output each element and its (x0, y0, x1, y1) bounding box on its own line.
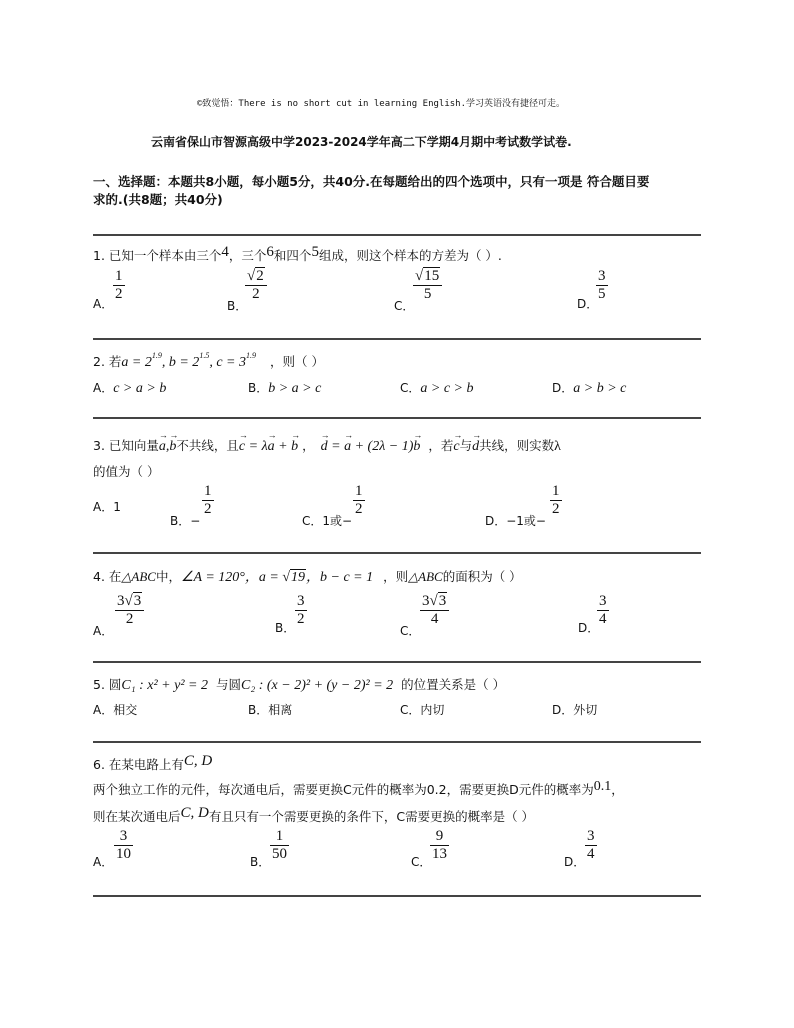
q6-a-num: 3 (119, 828, 128, 844)
q3-option-b-fraction (202, 483, 214, 518)
divider (93, 895, 701, 897)
q3-stem-part: 3. 已知向量 (93, 438, 159, 453)
question-3-stem: 3. 已知向量→ a,→ b不共线，且→ c = λ→ a + → b ，→ d = → a + (2λ − 1)→ b ，若→ c与→ d共线，则实数λ (93, 436, 561, 455)
q6-d-num: 3 (587, 828, 595, 844)
q6-cd: C, D (183, 753, 213, 769)
q6-b-den: 50 (272, 846, 287, 862)
section-heading-line1: 一、选择题：本题共8小题，每小题5分，共40分.在每题给出的四个选项中，只有一项是 符合题目要 (93, 174, 650, 189)
section-heading-line2: 求的.(共8题；共40分) (93, 192, 223, 207)
q2-a-label: A． (93, 381, 114, 395)
q1-b-den: 2 (245, 285, 267, 303)
q5-stem-part: 与圆 (216, 677, 242, 692)
question-2-stem: 2. 若$a = 2^{1.9}$, $b = 2^{1.5}$, $c = 3^{1.9}$ ，则（ ） (93, 351, 324, 370)
q1-b-rad: 2 (256, 268, 264, 284)
q1-option-a-label[interactable]: A． (93, 297, 114, 311)
q6-option-b-label[interactable]: B． (250, 855, 271, 869)
q2-b-label: B． (248, 381, 269, 395)
q4-a-den: 2 (115, 610, 144, 628)
q4-c-rad: 3 (438, 593, 447, 609)
q4-c-coef: 3 (422, 593, 430, 609)
q1-stem-part: 组成，则这个样本的方差为（ ）. (318, 248, 502, 263)
q3-option-a[interactable]: A．1 (93, 500, 121, 514)
q4-a-value: 19 (291, 570, 306, 585)
q2-b-exp: 1.5 (199, 351, 210, 360)
q6-stem-part: ， (611, 782, 624, 797)
q1-a-num: 1 (115, 268, 123, 284)
q2-c-text: a > c > b (420, 381, 474, 396)
q4-a-coef: 3 (117, 593, 125, 609)
q3-b-den: 2 (204, 501, 212, 517)
q5-stem-part: 的位置关系是（ ） (401, 677, 506, 692)
divider (93, 417, 701, 419)
q6-option-c-fraction (430, 828, 449, 863)
q6-stem-line2 (93, 779, 624, 798)
q3-option-d-label[interactable]: D．−1或− (485, 514, 546, 528)
q4-option-c-label[interactable]: C． (400, 624, 421, 638)
q6-c-den: 13 (432, 846, 447, 862)
q3-stem-line2: 的值为（ ） (93, 464, 160, 479)
q6-stem-part: 6. 在某电路上有 (93, 757, 184, 772)
q2-a-text: c > a > b (113, 381, 167, 396)
q4-triangle: △ABC (408, 569, 443, 584)
q3-option-c-label[interactable]: C．1或− (302, 514, 353, 528)
q6-option-d-label[interactable]: D． (564, 855, 586, 869)
q5-option-d[interactable]: D．外切 (552, 703, 598, 717)
q1-num-5: 5 (311, 244, 319, 260)
q2-c-exp: 1.9 (245, 351, 256, 360)
q6-option-d-fraction (585, 828, 597, 863)
divider (93, 552, 701, 554)
q2-c-label: C． (400, 381, 421, 395)
q3-option-b-label[interactable]: B．− (170, 514, 201, 528)
q1-option-d-label[interactable]: D． (577, 297, 599, 311)
q4-bc: ，b − c = 1 (306, 570, 374, 585)
question-1-stem (93, 244, 502, 264)
q3-lambda: λ (554, 439, 561, 454)
q4-stem-part: 中， (155, 569, 181, 584)
q6-option-c-label[interactable]: C． (411, 855, 432, 869)
q4-option-b-fraction (295, 593, 307, 628)
q4-stem-part: 4. 在 (93, 569, 122, 584)
q4-option-d-label[interactable]: D． (578, 621, 600, 635)
q5-circle-2: C₂ : (x − 2)² + (y − 2)² = 2 (241, 678, 394, 693)
q1-option-a-fraction (113, 268, 125, 303)
q6-a-den: 10 (116, 846, 131, 862)
q2-option-c[interactable] (400, 379, 474, 397)
q6-option-a-fraction (114, 828, 133, 863)
q3-stem-part: 与 (459, 438, 473, 453)
q2-d-text: a > b > c (573, 381, 627, 396)
q6-cd: C, D (180, 805, 209, 821)
q1-stem-part: 1. 已知一个样本由三个 (93, 248, 222, 263)
q4-option-c-fraction: $\frac{3√3}{4}$ (420, 593, 449, 628)
q3-stem-part: 不共线，且 (176, 438, 239, 453)
q2-a-exp: 1.9 (151, 351, 162, 360)
q3-stem-part: ，若 (428, 438, 454, 453)
q1-stem-part: ，三个 (228, 248, 267, 263)
divider (93, 661, 701, 663)
q3-b-num: 1 (204, 483, 212, 499)
q4-triangle: △ABC (121, 569, 156, 584)
q6-c-num: 9 (435, 828, 444, 844)
q5-option-c[interactable]: C．内切 (400, 703, 445, 717)
q6-b-num: 1 (275, 828, 284, 844)
q4-b-den: 2 (297, 611, 305, 627)
q3-d-num: 1 (552, 483, 560, 499)
q1-c-rad: 15 (424, 268, 440, 284)
q1-option-c-label[interactable]: C． (394, 299, 415, 313)
q4-option-a-fraction: $\frac{3√3}{2}$ (115, 593, 144, 628)
q1-option-b-label[interactable]: B． (227, 299, 248, 313)
q1-a-den: 2 (115, 286, 123, 302)
q4-angle: ∠A = 120°，a = (180, 570, 283, 585)
q4-option-a-label[interactable]: A． (93, 624, 114, 638)
q1-num-6: 6 (266, 244, 274, 260)
divider (93, 741, 701, 743)
page-title: 云南省保山市智源高级中学2023-2024学年高二下学期4月期中考试数学试卷. (151, 135, 572, 149)
question-5-stem (93, 675, 505, 694)
q4-c-den: 4 (420, 610, 449, 628)
q6-probability: 0.1 (593, 779, 612, 794)
q4-a-rad: 3 (133, 593, 142, 609)
q1-d-num: 3 (598, 268, 606, 284)
q2-stem-part: ，则（ ） (269, 354, 324, 369)
q3-stem-part: 共线，则实数 (479, 438, 555, 453)
q4-b-num: 3 (297, 593, 305, 609)
divider (93, 234, 701, 236)
q3-option-c-fraction (353, 483, 365, 518)
q4-d-den: 4 (599, 611, 607, 627)
q6-option-b-fraction (270, 828, 289, 863)
q2-stem-part: 2. 若 (93, 354, 122, 369)
q4-option-d-fraction (597, 593, 609, 628)
q1-num-4: 4 (221, 244, 229, 260)
q4-stem-part: ，则 (383, 569, 409, 584)
q4-stem-part: 的面积为（ ） (442, 569, 522, 584)
motto: ©致觉悟：There is no short cut in learning English.学习英语没有捷径可走。 (197, 99, 565, 109)
q6-d-den: 4 (587, 846, 595, 862)
q1-option-b-fraction: $\frac{√2}{2}$ (245, 268, 267, 303)
q3-c-num: 1 (355, 483, 363, 499)
q6-stem-line3 (93, 805, 534, 825)
q4-option-b-label[interactable]: B． (275, 621, 296, 635)
divider (93, 338, 701, 340)
q6-stem-part: 两个独立工作的元件，每次通电后，需要更换C元件的概率为0.2，需要更换D元件的概率为 (93, 782, 594, 797)
q3-c-den: 2 (355, 501, 363, 517)
q1-d-den: 5 (598, 286, 606, 302)
q2-option-d[interactable] (552, 379, 626, 397)
q5-option-b[interactable]: B．相离 (248, 703, 293, 717)
question-4-stem: 4. 在△ABC中，∠A = 120°，a = √19，b − c = 1 ，则△ABC的面积为（ ） (93, 569, 522, 585)
q1-option-c-fraction: $\frac{√15}{5}$ (413, 268, 442, 303)
q6-stem-part: 有且只有一个需要更换的条件下，C需要更换的概率是（ ） (208, 809, 535, 824)
q4-d-num: 3 (599, 593, 607, 609)
q1-c-den: 5 (413, 285, 442, 303)
question-6-stem (93, 753, 212, 773)
q5-circle-1: C₁ : x² + y² = 2 (121, 678, 208, 693)
q2-b-text: b > a > c (268, 381, 322, 396)
q3-option-d-fraction (550, 483, 562, 518)
q3-stem-part: ， (302, 438, 315, 453)
q5-stem-part: 5. 圆 (93, 677, 122, 692)
q2-option-a[interactable] (93, 379, 166, 397)
q1-option-d-fraction (596, 268, 608, 303)
q2-d-label: D． (552, 381, 574, 395)
q5-option-a[interactable]: A．相交 (93, 703, 138, 717)
q6-stem-part: 则在某次通电后 (93, 809, 181, 824)
q2-option-b[interactable] (248, 379, 321, 397)
q3-d-den: 2 (552, 501, 560, 517)
q6-option-a-label[interactable]: A． (93, 855, 114, 869)
q1-stem-part: 和四个 (273, 248, 312, 263)
